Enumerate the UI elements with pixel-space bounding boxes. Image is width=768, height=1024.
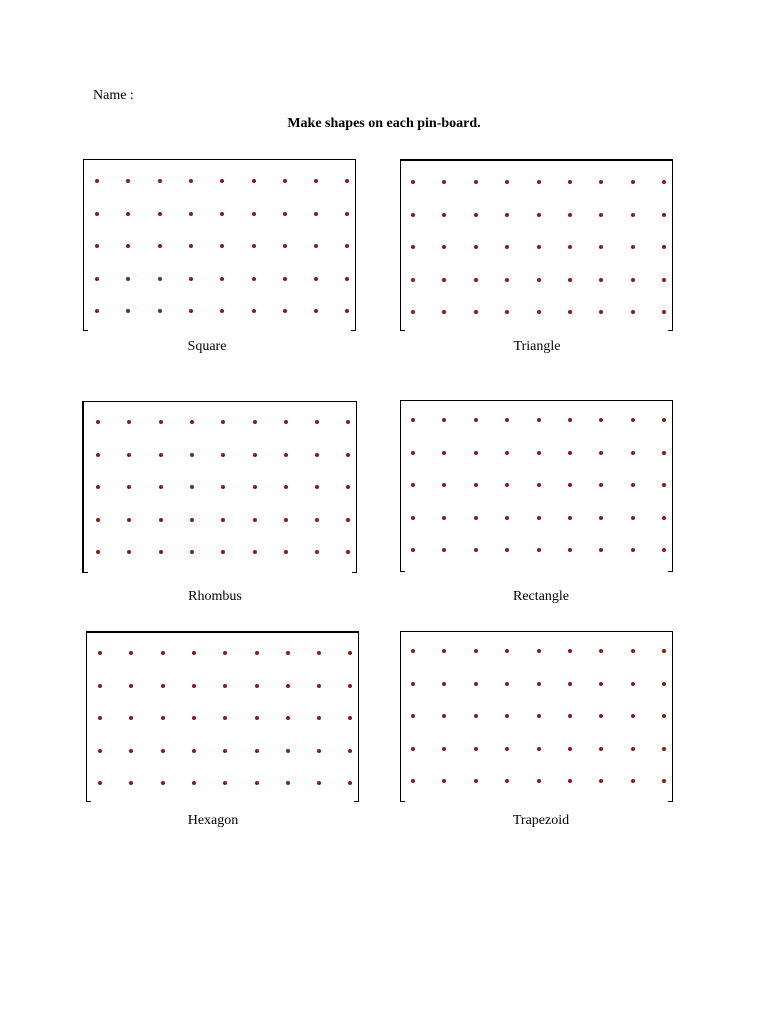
pin[interactable] [314, 212, 318, 216]
board-foot-left [401, 801, 405, 802]
pin[interactable] [127, 420, 131, 424]
pin[interactable] [442, 310, 446, 314]
pin[interactable] [474, 245, 478, 249]
pin[interactable] [537, 516, 541, 520]
pin[interactable] [286, 716, 290, 720]
pin[interactable] [442, 779, 446, 783]
pin[interactable] [662, 779, 666, 783]
pin-board-1[interactable] [83, 159, 356, 331]
pin[interactable] [568, 516, 572, 520]
pin[interactable] [411, 278, 415, 282]
board-foot-left [84, 330, 88, 331]
pin[interactable] [599, 548, 603, 552]
pin[interactable] [537, 418, 541, 422]
board-foot-left [84, 572, 88, 573]
pin[interactable] [631, 245, 635, 249]
pin[interactable] [411, 779, 415, 783]
pin[interactable] [442, 451, 446, 455]
pin[interactable] [317, 749, 321, 753]
pin[interactable] [252, 244, 256, 248]
pin[interactable] [127, 485, 131, 489]
pin[interactable] [190, 453, 194, 457]
pin[interactable] [568, 245, 572, 249]
pin[interactable] [255, 651, 259, 655]
caption-triangle: Triangle [513, 339, 561, 354]
pin[interactable] [662, 483, 666, 487]
pin[interactable] [192, 716, 196, 720]
pin[interactable] [253, 518, 257, 522]
pin[interactable] [189, 309, 193, 313]
pin[interactable] [255, 684, 259, 688]
caption-trapezoid: Trapezoid [512, 813, 570, 828]
pin-board-6[interactable] [400, 631, 673, 802]
pin[interactable] [98, 684, 102, 688]
pin[interactable] [255, 716, 259, 720]
caption-hexagon: Hexagon [187, 813, 239, 828]
pin[interactable] [220, 212, 224, 216]
pin[interactable] [474, 278, 478, 282]
pin[interactable] [223, 716, 227, 720]
pin[interactable] [662, 310, 666, 314]
pin[interactable] [315, 550, 319, 554]
pin[interactable] [537, 779, 541, 783]
board-foot-right [351, 330, 355, 331]
pin[interactable] [631, 278, 635, 282]
pin[interactable] [505, 747, 509, 751]
pin[interactable] [568, 548, 572, 552]
pin[interactable] [568, 180, 572, 184]
pin[interactable] [411, 516, 415, 520]
pin[interactable] [129, 749, 133, 753]
pin[interactable] [631, 516, 635, 520]
pin[interactable] [315, 453, 319, 457]
pin[interactable] [411, 213, 415, 217]
pin[interactable] [317, 684, 321, 688]
pin[interactable] [159, 453, 163, 457]
pin[interactable] [315, 420, 319, 424]
pin[interactable] [411, 180, 415, 184]
pin[interactable] [442, 516, 446, 520]
pin[interactable] [286, 749, 290, 753]
pin[interactable] [345, 309, 349, 313]
pin[interactable] [568, 714, 572, 718]
pin[interactable] [161, 651, 165, 655]
pin[interactable] [284, 518, 288, 522]
pin[interactable] [599, 516, 603, 520]
pin[interactable] [505, 310, 509, 314]
pin[interactable] [662, 649, 666, 653]
pin[interactable] [568, 483, 572, 487]
pin[interactable] [411, 451, 415, 455]
pin[interactable] [662, 213, 666, 217]
pin[interactable] [537, 213, 541, 217]
pin[interactable] [631, 649, 635, 653]
pin[interactable] [442, 714, 446, 718]
pin[interactable] [442, 548, 446, 552]
pin[interactable] [96, 518, 100, 522]
pin[interactable] [442, 483, 446, 487]
pin[interactable] [474, 714, 478, 718]
pin[interactable] [442, 180, 446, 184]
pin[interactable] [411, 649, 415, 653]
pin[interactable] [537, 649, 541, 653]
caption-rectangle: Rectangle [513, 589, 569, 604]
pin[interactable] [95, 309, 99, 313]
board-foot-right [354, 801, 358, 802]
pin[interactable] [255, 781, 259, 785]
pin[interactable] [95, 212, 99, 216]
pin[interactable] [568, 649, 572, 653]
pin[interactable] [348, 781, 352, 785]
pin[interactable] [411, 747, 415, 751]
pin[interactable] [221, 518, 225, 522]
pin[interactable] [189, 244, 193, 248]
pin[interactable] [158, 309, 162, 313]
pin[interactable] [129, 716, 133, 720]
pin[interactable] [474, 483, 478, 487]
pin[interactable] [662, 682, 666, 686]
pin[interactable] [442, 213, 446, 217]
caption-square: Square [187, 339, 227, 354]
pin[interactable] [411, 310, 415, 314]
pin[interactable] [317, 781, 321, 785]
pin[interactable] [129, 651, 133, 655]
pin[interactable] [662, 180, 666, 184]
board-foot-right [668, 571, 672, 572]
pin[interactable] [192, 651, 196, 655]
pin[interactable] [127, 518, 131, 522]
pin[interactable] [474, 779, 478, 783]
board-foot-left [401, 330, 405, 331]
pin[interactable] [474, 747, 478, 751]
pin[interactable] [631, 747, 635, 751]
pin[interactable] [348, 716, 352, 720]
pin[interactable] [346, 420, 350, 424]
pin[interactable] [95, 277, 99, 281]
pin[interactable] [98, 749, 102, 753]
pin[interactable] [286, 651, 290, 655]
name-label: Name : [93, 88, 134, 103]
pin[interactable] [223, 781, 227, 785]
pin[interactable] [252, 277, 256, 281]
pin[interactable] [537, 747, 541, 751]
pin[interactable] [98, 651, 102, 655]
pin[interactable] [631, 483, 635, 487]
pin[interactable] [662, 451, 666, 455]
pin[interactable] [662, 278, 666, 282]
pin[interactable] [631, 779, 635, 783]
pin[interactable] [474, 310, 478, 314]
pin[interactable] [253, 485, 257, 489]
pin[interactable] [568, 310, 572, 314]
pin[interactable] [221, 453, 225, 457]
pin[interactable] [474, 548, 478, 552]
pin[interactable] [126, 244, 130, 248]
pin[interactable] [348, 749, 352, 753]
pin[interactable] [315, 485, 319, 489]
pin[interactable] [537, 548, 541, 552]
pin[interactable] [190, 485, 194, 489]
pin[interactable] [505, 245, 509, 249]
pin[interactable] [253, 453, 257, 457]
pin[interactable] [411, 682, 415, 686]
board-foot-left [401, 571, 405, 572]
pin[interactable] [568, 747, 572, 751]
pin[interactable] [411, 483, 415, 487]
pin[interactable] [474, 516, 478, 520]
pin[interactable] [189, 212, 193, 216]
pin[interactable] [158, 179, 162, 183]
pin[interactable] [599, 245, 603, 249]
pin[interactable] [568, 682, 572, 686]
pin[interactable] [127, 550, 131, 554]
pin[interactable] [221, 550, 225, 554]
pin-board-2[interactable] [400, 159, 673, 331]
pin[interactable] [220, 244, 224, 248]
pin[interactable] [505, 278, 509, 282]
pin[interactable] [159, 485, 163, 489]
board-foot-right [668, 330, 672, 331]
pin[interactable] [126, 212, 130, 216]
pin[interactable] [631, 310, 635, 314]
pin[interactable] [345, 244, 349, 248]
pin[interactable] [345, 212, 349, 216]
pin[interactable] [314, 179, 318, 183]
pin[interactable] [314, 277, 318, 281]
pin[interactable] [631, 714, 635, 718]
pin[interactable] [411, 714, 415, 718]
pin[interactable] [252, 309, 256, 313]
pin[interactable] [192, 781, 196, 785]
pin[interactable] [537, 245, 541, 249]
pin[interactable] [220, 277, 224, 281]
pin[interactable] [98, 781, 102, 785]
pin[interactable] [505, 714, 509, 718]
pin-board-3[interactable] [82, 401, 357, 573]
pin[interactable] [474, 649, 478, 653]
pin[interactable] [317, 716, 321, 720]
pin[interactable] [284, 420, 288, 424]
pin[interactable] [568, 213, 572, 217]
pin[interactable] [348, 651, 352, 655]
pin[interactable] [346, 453, 350, 457]
pin[interactable] [474, 213, 478, 217]
pin[interactable] [252, 179, 256, 183]
pin[interactable] [662, 714, 666, 718]
pin[interactable] [190, 420, 194, 424]
pin[interactable] [126, 277, 130, 281]
pin[interactable] [284, 485, 288, 489]
pin[interactable] [599, 747, 603, 751]
pin[interactable] [505, 516, 509, 520]
board-foot-right [668, 801, 672, 802]
pin[interactable] [631, 451, 635, 455]
pin[interactable] [505, 548, 509, 552]
pin[interactable] [474, 451, 478, 455]
pin[interactable] [474, 418, 478, 422]
pin[interactable] [189, 179, 193, 183]
pin[interactable] [505, 649, 509, 653]
pin[interactable] [253, 420, 257, 424]
pin[interactable] [161, 684, 165, 688]
pin[interactable] [190, 518, 194, 522]
pin[interactable] [283, 277, 287, 281]
pin[interactable] [220, 179, 224, 183]
pin[interactable] [314, 309, 318, 313]
pin[interactable] [96, 550, 100, 554]
pin[interactable] [537, 180, 541, 184]
pin[interactable] [537, 714, 541, 718]
board-foot-right [352, 572, 356, 573]
pin[interactable] [411, 548, 415, 552]
pin[interactable] [126, 309, 130, 313]
pin[interactable] [314, 244, 318, 248]
pin[interactable] [474, 682, 478, 686]
pin[interactable] [631, 682, 635, 686]
pin[interactable] [161, 781, 165, 785]
pin[interactable] [537, 310, 541, 314]
pin[interactable] [223, 749, 227, 753]
instruction-heading: Make shapes on each pin-board. [287, 116, 481, 131]
pin[interactable] [442, 649, 446, 653]
pin[interactable] [126, 179, 130, 183]
pin[interactable] [599, 779, 603, 783]
pin[interactable] [159, 518, 163, 522]
pin[interactable] [505, 779, 509, 783]
pin-board-4[interactable] [400, 400, 673, 572]
pin[interactable] [129, 781, 133, 785]
pin[interactable] [537, 278, 541, 282]
pin[interactable] [220, 309, 224, 313]
pin[interactable] [662, 245, 666, 249]
pin[interactable] [599, 682, 603, 686]
pin[interactable] [96, 420, 100, 424]
pin[interactable] [599, 649, 603, 653]
pin[interactable] [568, 418, 572, 422]
pin[interactable] [127, 453, 131, 457]
pin[interactable] [159, 550, 163, 554]
pin[interactable] [159, 420, 163, 424]
pin[interactable] [158, 277, 162, 281]
pin[interactable] [599, 714, 603, 718]
pin[interactable] [599, 310, 603, 314]
pin-board-5[interactable] [86, 631, 359, 802]
pin[interactable] [348, 684, 352, 688]
pin[interactable] [286, 781, 290, 785]
pin[interactable] [98, 716, 102, 720]
pin[interactable] [221, 420, 225, 424]
pin[interactable] [631, 180, 635, 184]
pin[interactable] [662, 516, 666, 520]
pin[interactable] [505, 180, 509, 184]
pin[interactable] [95, 244, 99, 248]
pin[interactable] [345, 179, 349, 183]
pin[interactable] [346, 485, 350, 489]
pin[interactable] [284, 550, 288, 554]
pin[interactable] [283, 244, 287, 248]
pin[interactable] [345, 277, 349, 281]
pin[interactable] [474, 180, 478, 184]
pin[interactable] [129, 684, 133, 688]
pin[interactable] [599, 278, 603, 282]
pin[interactable] [537, 682, 541, 686]
pin[interactable] [568, 451, 572, 455]
pin[interactable] [599, 213, 603, 217]
pin[interactable] [411, 418, 415, 422]
pin[interactable] [286, 684, 290, 688]
pin[interactable] [161, 749, 165, 753]
pin[interactable] [158, 244, 162, 248]
pin[interactable] [599, 451, 603, 455]
pin[interactable] [631, 548, 635, 552]
pin[interactable] [189, 277, 193, 281]
pin[interactable] [252, 212, 256, 216]
pin[interactable] [631, 418, 635, 422]
pin[interactable] [255, 749, 259, 753]
pin[interactable] [505, 213, 509, 217]
caption-rhombus: Rhombus [188, 589, 242, 604]
pin[interactable] [662, 747, 666, 751]
pin[interactable] [346, 518, 350, 522]
pin[interactable] [192, 749, 196, 753]
pin[interactable] [346, 550, 350, 554]
pin[interactable] [505, 451, 509, 455]
pin[interactable] [283, 212, 287, 216]
board-foot-left [87, 801, 91, 802]
pin[interactable] [599, 180, 603, 184]
pin[interactable] [505, 682, 509, 686]
pin[interactable] [662, 548, 666, 552]
pin[interactable] [505, 418, 509, 422]
pin[interactable] [537, 483, 541, 487]
pin[interactable] [192, 684, 196, 688]
pin[interactable] [537, 451, 541, 455]
pin[interactable] [161, 716, 165, 720]
pin[interactable] [190, 550, 194, 554]
pin[interactable] [283, 179, 287, 183]
pin[interactable] [96, 485, 100, 489]
pin[interactable] [662, 418, 666, 422]
pin[interactable] [283, 309, 287, 313]
pin[interactable] [505, 483, 509, 487]
pin[interactable] [253, 550, 257, 554]
pin[interactable] [631, 213, 635, 217]
pin[interactable] [599, 418, 603, 422]
pin[interactable] [223, 684, 227, 688]
pin[interactable] [315, 518, 319, 522]
pin[interactable] [442, 747, 446, 751]
pin[interactable] [95, 179, 99, 183]
pin[interactable] [96, 453, 100, 457]
pin[interactable] [568, 779, 572, 783]
pin[interactable] [442, 245, 446, 249]
pin[interactable] [568, 278, 572, 282]
pin[interactable] [223, 651, 227, 655]
pin[interactable] [317, 651, 321, 655]
pin[interactable] [411, 245, 415, 249]
pin[interactable] [599, 483, 603, 487]
pin[interactable] [221, 485, 225, 489]
pin[interactable] [284, 453, 288, 457]
pin[interactable] [442, 278, 446, 282]
pin[interactable] [442, 418, 446, 422]
pin[interactable] [442, 682, 446, 686]
pin[interactable] [158, 212, 162, 216]
